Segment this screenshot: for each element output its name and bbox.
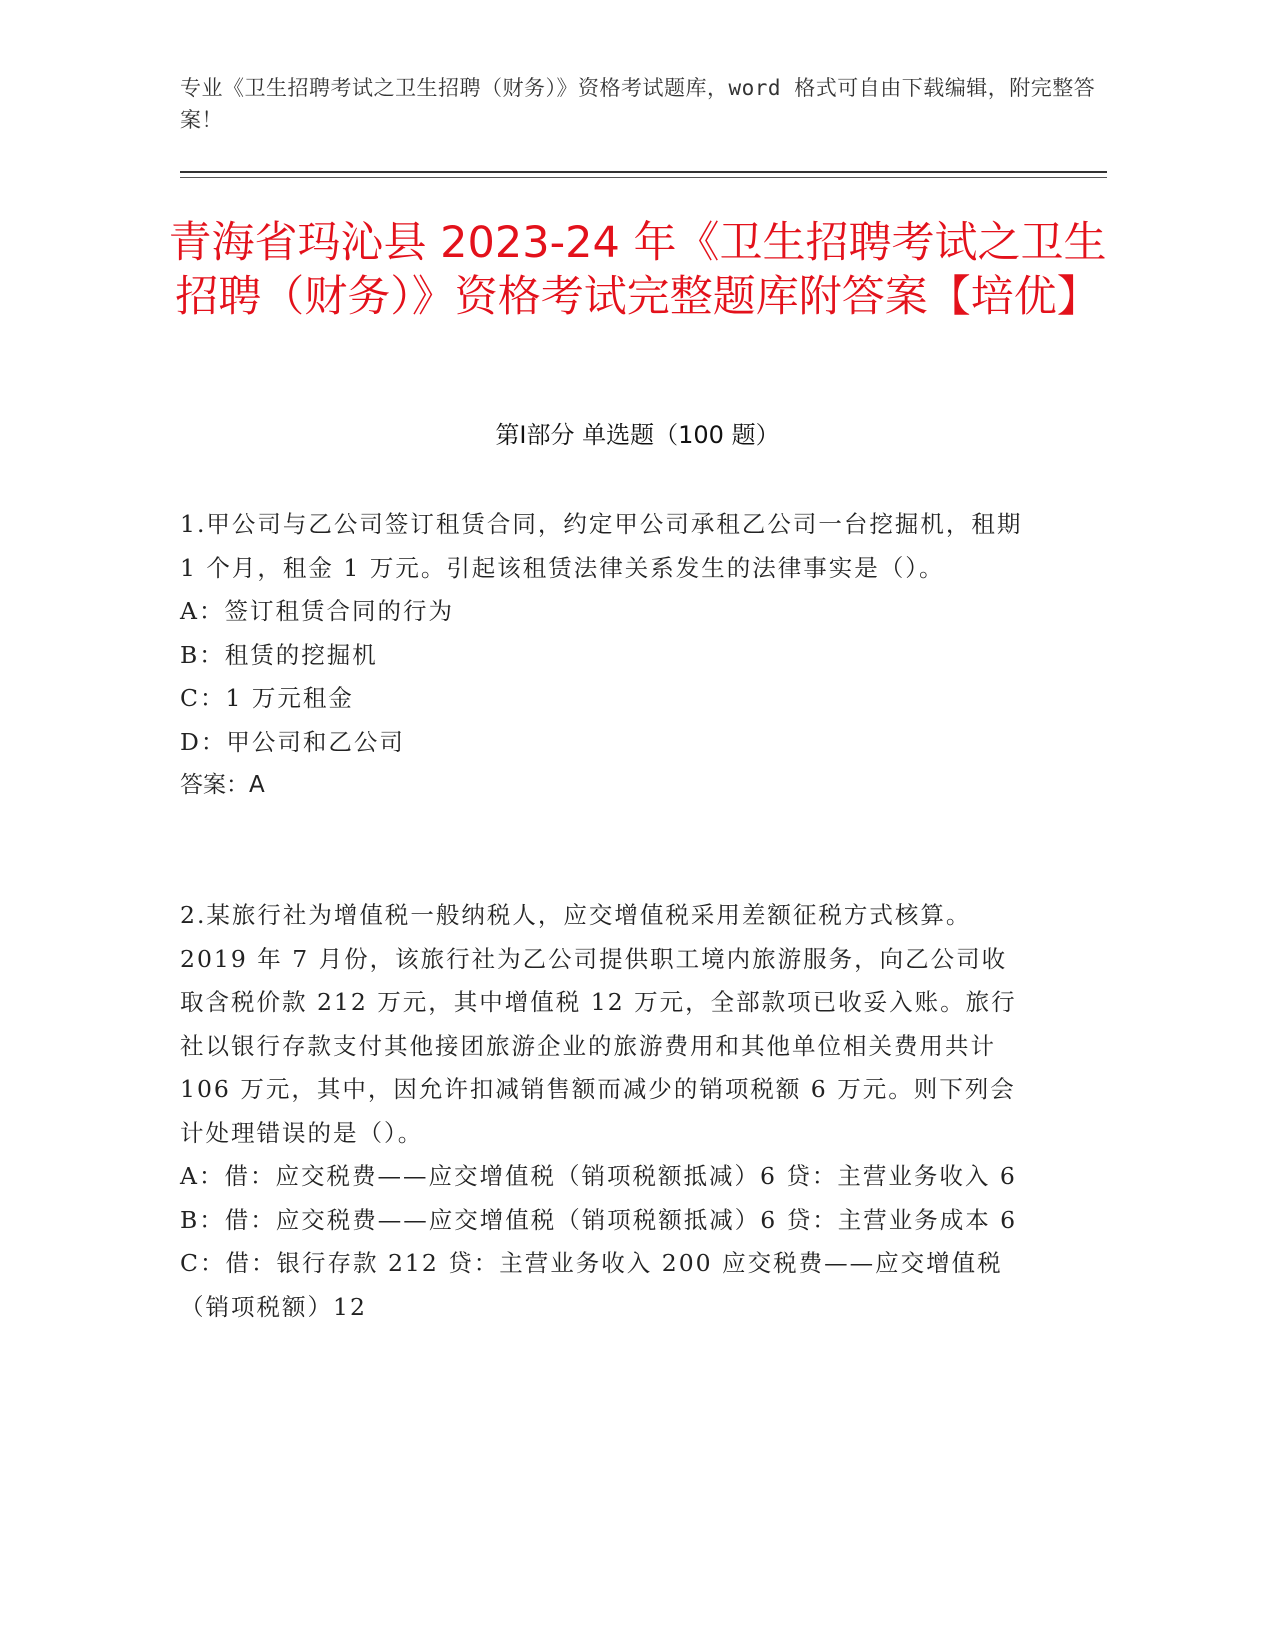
- answer: 答案：A: [180, 772, 265, 798]
- section-heading: 第Ⅰ部分 单选题（100 题）: [495, 421, 780, 449]
- option-b: B：借：应交税费——应交增值税（销项税额抵减）6 贷：主营业务成本 6: [180, 1205, 1018, 1234]
- header-divider-thick: [180, 171, 1107, 173]
- header-divider-thin: [180, 177, 1107, 178]
- document-title: 青海省玛沁县 2023-24 年《卫生招聘考试之卫生招聘（财务）》资格考试完整题库附答案【培优】: [168, 218, 1107, 322]
- option-d: D：甲公司和乙公司: [180, 727, 405, 756]
- question-2: [180, 894, 1030, 1329]
- option-c: C：1 万元租金: [180, 684, 354, 712]
- question-text: 2.某旅行社为增值税一般纳税人，应交增值税采用差额征税方式核算。2019 年 7 月份，该旅行社为乙公司提供职工境内旅游服务，向乙公司收取含税价款 212 万元，其中增值税 12 万元，全部款项已收妥入账。旅行社以银行存款支付其他接团旅游企业的旅游费用和其他单位相关费用共计 106 万元，其中，因允许扣减销售额而减少的销项税额 6 万元。则下列会计处理错误的是（）。: [180, 901, 1017, 1147]
- question-text: 1.甲公司与乙公司签订租赁合同，约定甲公司承租乙公司一台挖掘机，租期 1 个月，租金 1 万元。引起该租赁法律关系发生的法律事实是（）。: [180, 510, 1023, 582]
- option-c: C：借：银行存款 212 贷：主营业务收入 200 应交税费——应交增值税（销项税额）12: [180, 1249, 1003, 1321]
- option-a: A：签订租赁合同的行为: [180, 597, 454, 625]
- option-b: B：租赁的挖掘机: [180, 640, 378, 669]
- option-a: A：借：应交税费——应交增值税（销项税额抵减）6 贷：主营业务收入 6: [180, 1162, 1017, 1190]
- question-1: [180, 503, 1030, 808]
- header-note: 专业《卫生招聘考试之卫生招聘（财务）》资格考试题库，word 格式可自由下载编辑，附完整答案！: [180, 76, 1096, 132]
